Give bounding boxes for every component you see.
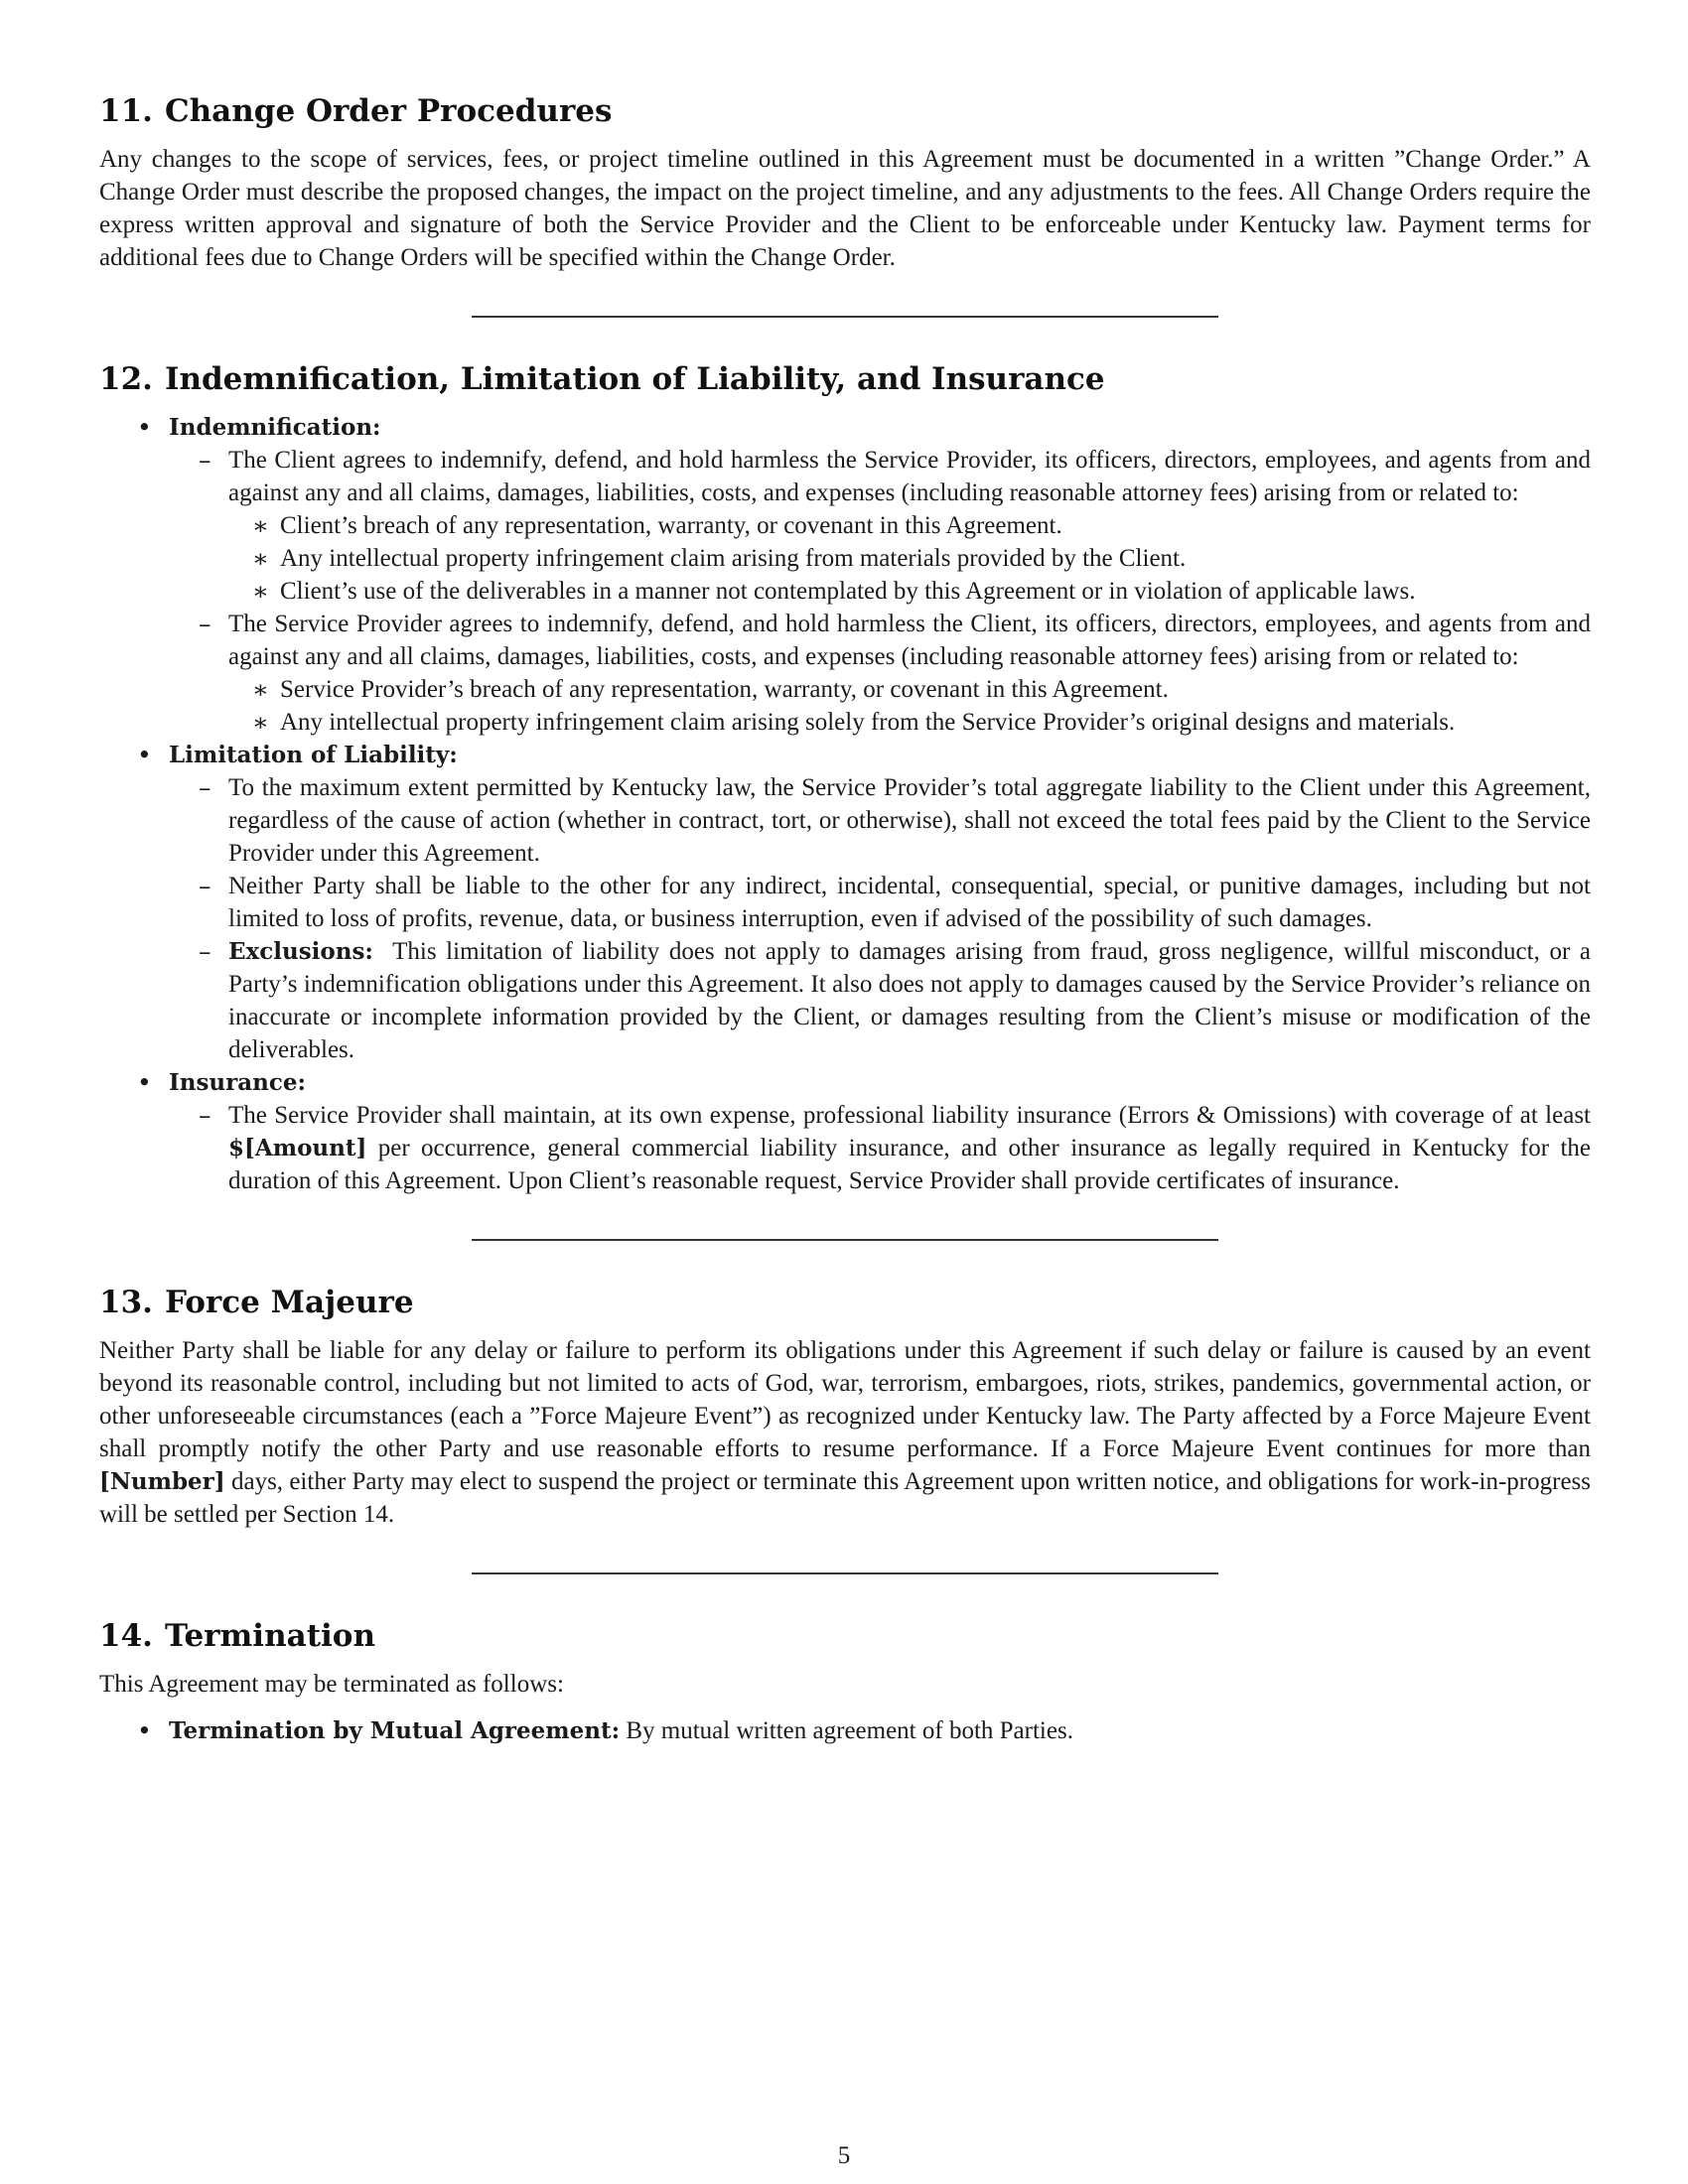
section-number: 14. [99,1618,153,1654]
exclusions-text [228,935,1591,1066]
section-title: Indemnification, Limitation of Liability, and Insurance [164,361,1105,397]
amount-placeholder: $[Amount] [228,1135,367,1161]
section-title: Force Majeure [164,1285,414,1320]
section-heading [99,91,1591,131]
list-item-text: – To the maximum extent permitted by Kentucky law, the Service Provider’s total aggregate liability to the Client under this Agreement, regardless of the cause of action (whether in contract, tort, or otherwise), shall not exceed the total fees paid by the Client to the Service Provider under this Agreement. [228,774,1591,867]
indemnification-label: • Indemnification: [169,414,381,441]
section-intro: This Agreement may be terminated as follows: [99,1671,564,1698]
section-body: Any changes to the scope of services, fees, or project timeline outlined in this Agreement must be documented in a written ”Change Order.” A Change Order must describe the proposed changes, the impact on the project timeline, and any adjustments to the fees. All Change Orders require the express written approval and signature of both the Service Provider and the Client to be enforceable under Kentucky law. Payment terms for additional fees due to Change Orders will be specified within the Change Order. [99,146,1591,271]
list-item-text: – Neither Party shall be liable to the other for any indirect, incidental, consequential, special, or punitive damages, including but not limited to loss of profits, revenue, data, or business interruption, even if advised of the possibility of such damages. [228,873,1591,932]
section-14 [99,1616,1591,1747]
section-number: 11. [99,93,153,129]
section-number: 12. [99,361,153,397]
page-number: 5 [837,2142,851,2169]
section-heading [99,1283,1591,1322]
list-item [169,771,1591,870]
list-item [169,1099,1591,1197]
force-majeure-text-after: days, either Party may elect to suspend the project or terminate this Agreement upon written notice, and obligations for work-in-progress will be settled per Section 14. [99,1468,1591,1528]
list-item-insurance [99,1066,1591,1197]
section-11 [99,91,1591,274]
list-item [228,673,1591,706]
insurance-text-after: per occurrence, general commercial liability insurance, and other insurance as legally required in Kentucky for the duration of this Agreement. Upon Client’s reasonable request, Service Provider shall provide certificates of insurance. [228,1135,1591,1194]
exclusions-label: Exclusions: [228,938,373,965]
section-heading [99,359,1591,399]
list-item [169,608,1591,739]
insurance-text [228,1099,1591,1197]
client-indemnity-items [228,509,1591,608]
exclusions-body: This limitation of liability does not apply to damages arising from fraud, gross negligence, willful misconduct, or a Party’s indemnification obligations under this Agreement. It also does not apply to damages caused by the Service Provider’s reliance on inaccurate or incomplete information provided by the Client, or damages resulting from the Client’s misuse or modification of the deliverables. [228,938,1591,1063]
section-12-list [99,411,1591,1197]
force-majeure-text-before: Neither Party shall be liable for any delay or failure to perform its obligations under this Agreement if such delay or failure is caused by an event beyond its reasonable control, including but not limited to acts of God, war, terrorism, embargoes, riots, strikes, pandemics, governmental action, or other unforeseeable circumstances (each a ”Force Majeure Event”) as recognized under Kentucky law. The Party affected by a Force Majeure Event shall promptly notify the other Party and use reasonable efforts to resume performance. If a Force Majeure Event continues for more than [99,1337,1591,1462]
section-number: 13. [99,1285,153,1320]
section-title: Change Order Procedures [164,93,613,129]
section-divider [472,1572,1218,1574]
list-item-text: ∗ Any intellectual property infringement claim arising from materials provided by the Client. [280,545,1187,572]
client-indemnity-text: – The Client agrees to indemnify, defend, and hold harmless the Service Provider, its officers, directors, employees, and agents from and against any and all claims, damages, liabilities, costs, and expenses (including reasonable attorney fees) arising from or related to: [228,447,1591,506]
list-item-limitation [99,739,1591,1066]
provider-indemnity-text: – The Service Provider agrees to indemnify, defend, and hold harmless the Client, its officers, directors, employees, and agents from and against any and all claims, damages, liabilities, costs, and expenses (including reasonable attorney fees) arising from or related to: [228,611,1591,670]
section-divider [472,316,1218,318]
limitation-sublist [169,771,1591,1066]
section-body [99,1334,1591,1531]
list-item-text: ∗ Service Provider’s breach of any representation, warranty, or covenant in this Agreement. [280,676,1169,703]
list-item [169,870,1591,935]
list-item [228,575,1591,608]
provider-indemnity-items [228,673,1591,739]
document-page [99,91,1591,1747]
insurance-sublist [169,1099,1591,1197]
insurance-label: • Insurance: [169,1069,307,1096]
list-item [228,509,1591,542]
termination-list [99,1714,1591,1747]
list-item [169,935,1591,1066]
mutual-termination-body: By mutual written agreement of both Parties. [620,1717,1073,1744]
section-12 [99,359,1591,1197]
list-item-text: ∗ Client’s breach of any representation, warranty, or covenant in this Agreement. [280,512,1062,539]
section-divider [472,1239,1218,1241]
list-item-text: ∗ Client’s use of the deliverables in a manner not contemplated by this Agreement or in violation of applicable laws. [280,578,1416,605]
insurance-text-before: The Service Provider shall maintain, at its own expense, professional liability insurance (Errors & Omissions) with coverage of at least [228,1102,1591,1129]
list-item-text: ∗ Any intellectual property infringement claim arising solely from the Service Provider’s original designs and materials. [280,709,1456,736]
number-placeholder: [Number] [99,1468,225,1495]
section-13 [99,1283,1591,1531]
mutual-termination-label: Termination by Mutual Agreement: [169,1717,621,1744]
list-item-indemnification [99,411,1591,739]
list-item [228,542,1591,575]
section-title: Termination [164,1618,376,1654]
indemnification-sublist [169,444,1591,739]
section-heading [99,1616,1591,1656]
list-item [228,706,1591,739]
limitation-label: • Limitation of Liability: [169,742,458,768]
mutual-termination-text [169,1714,1591,1747]
list-item [169,444,1591,608]
list-item-mutual-termination [99,1714,1591,1747]
